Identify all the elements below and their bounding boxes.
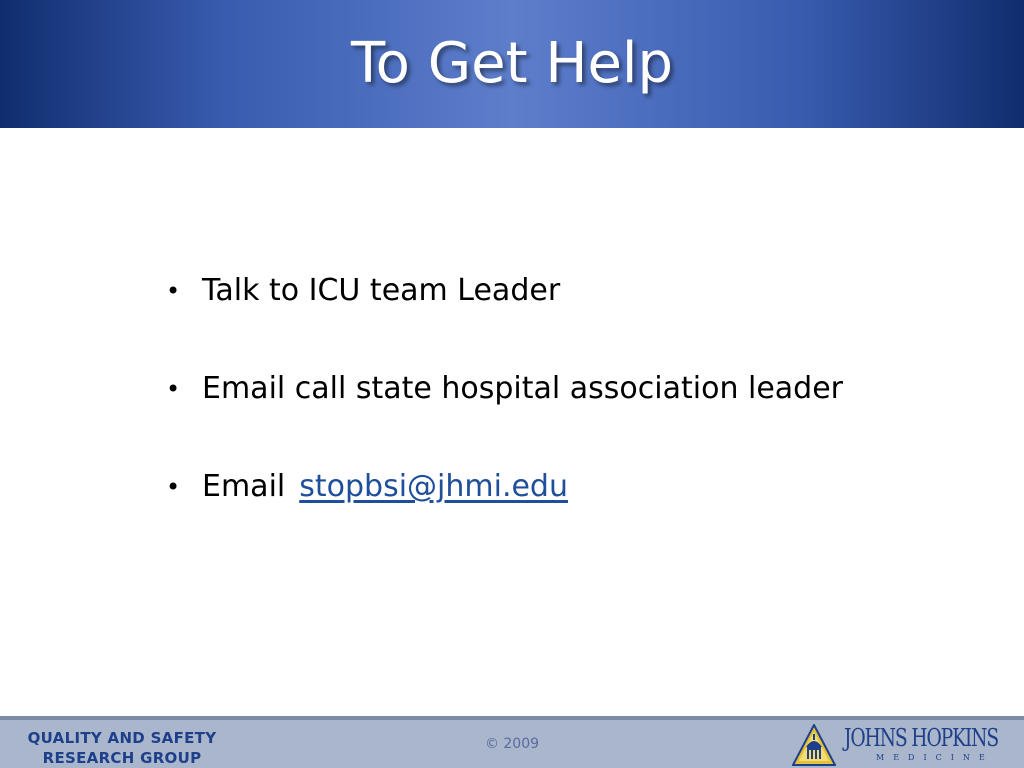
bullet-item-email-call-leader <box>160 364 960 414</box>
slide-content <box>160 266 960 560</box>
slide-title: To Get Help <box>350 31 674 96</box>
bullet-list <box>160 266 960 512</box>
copyright-text: © 2009 <box>484 736 540 752</box>
bullet-item-talk-to-leader <box>160 266 960 316</box>
bullet-text: Email <box>202 469 286 504</box>
group-logo-line-1: QUALITY AND SAFETY <box>27 729 217 747</box>
title-banner <box>0 0 1024 128</box>
johns-hopkins-medicine-logo <box>792 722 1012 768</box>
bullet-text: Talk to ICU team Leader <box>202 273 561 308</box>
institution-subtitle: MEDICINE <box>876 753 994 762</box>
bullet-text: Email call state hospital association leader <box>202 371 844 406</box>
johns-hopkins-seal-icon <box>792 724 836 766</box>
footer-bar <box>0 716 1024 768</box>
group-logo-line-2: RESEARCH GROUP <box>42 749 202 767</box>
bullet-item-email-address <box>160 462 960 512</box>
email-link[interactable]: stopbsi@jhmi.edu <box>299 469 568 504</box>
institution-name: JOHNS HOPKINS <box>844 724 998 752</box>
